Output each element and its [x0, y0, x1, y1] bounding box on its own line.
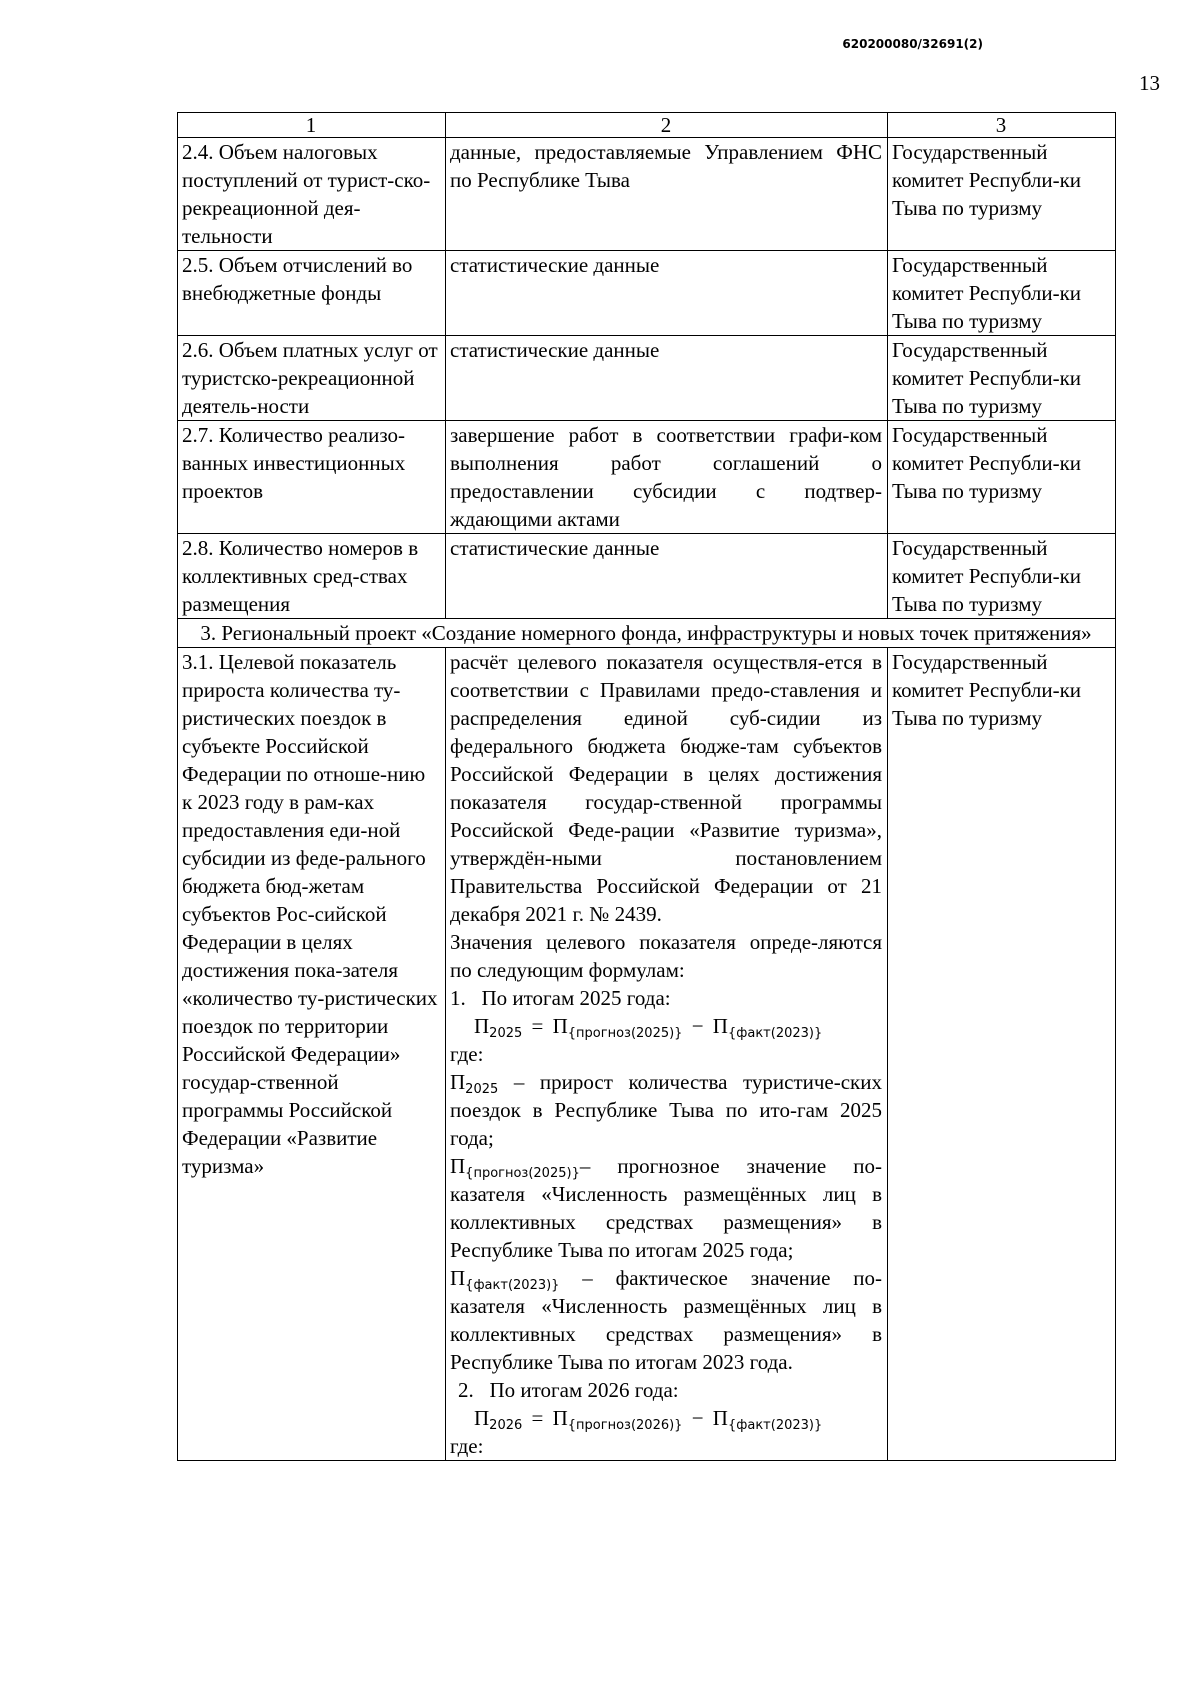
list-item: 2. По итогам 2026 года:: [458, 1378, 679, 1402]
document-id: 620200080/32691(2): [842, 37, 983, 51]
column-header: 2: [446, 113, 888, 138]
formula-2026: $П_{2026} = П_{\{прогноз(2026)\}} - П_{\{факт(2023)\}}$: [474, 1406, 823, 1433]
data-source: статистические данные: [446, 534, 888, 619]
formula-2025: $П_{2025} = П_{\{прогноз(2025)\}} - П_{\{факт(2023)\}}$: [474, 1014, 823, 1041]
calculation-method: [446, 648, 888, 1461]
indicator-name: 2.5. Объем отчислений во внебюджетные фонды: [178, 251, 446, 336]
data-source: статистические данные: [446, 251, 888, 336]
definition-item: $П_{\{прогноз(2025)\}}-$ прогнозное значение по-казателя «Численность размещённых лиц в коллективных средствах размещения» в Республике Тыва по итогам 2025 года;: [450, 1154, 882, 1262]
method-paragraph: Значения целевого показателя опреде-ляются по следующим формулам:: [450, 930, 882, 982]
table-row: [178, 534, 1116, 619]
indicator-name: 2.8. Количество номеров в коллективных сред-ствах размещения: [178, 534, 446, 619]
responsible-body: Государственный комитет Республи-ки Тыва по туризму: [888, 251, 1116, 336]
responsible-body: Государственный комитет Республи-ки Тыва по туризму: [888, 138, 1116, 251]
where-label: где:: [450, 1434, 484, 1458]
column-header: 3: [888, 113, 1116, 138]
indicator-name: 2.6. Объем платных услуг от туристско-рекреационной деятель-ности: [178, 336, 446, 421]
indicators-table: [177, 112, 1116, 1461]
table-header-row: [178, 113, 1116, 138]
where-label: где:: [450, 1042, 484, 1066]
definition-item: $П_{\{факт(2023)\}}$ – фактическое значение по-казателя «Численность размещённых лиц в коллективных средствах размещения» в Республике Тыва по итогам 2023 года.: [450, 1266, 882, 1374]
responsible-body: Государственный комитет Республи-ки Тыва по туризму: [888, 336, 1116, 421]
table-row: [178, 336, 1116, 421]
table-row: [178, 648, 1116, 1461]
table-row: [178, 251, 1116, 336]
responsible-body: Государственный комитет Республи-ки Тыва по туризму: [888, 421, 1116, 534]
definition-item: $П_{2025}$ – прирост количества туристиче-ских поездок в Республике Тыва по ито-гам 2025 года;: [450, 1070, 882, 1150]
data-source: данные, предоставляемые Управлением ФНС по Республике Тыва: [446, 138, 888, 251]
table-row: [178, 421, 1116, 534]
indicator-name: 3.1. Целевой показатель прироста количества ту-ристических поездок в субъекте Российской Федерации по отноше-нию к 2023 году в рам-ках предоставления еди-ной субсидии из феде-рального бюджета бюд-жетам субъектов Рос-сийской Федерации в целях достижения пока-зателя «количество ту-ристических поездок по территории Российской Федерации» государ-ственной программы Российской Федерации «Развитие туризма»: [178, 648, 446, 1461]
list-item: 1. По итогам 2025 года:: [450, 986, 671, 1010]
responsible-body: Государственный комитет Республи-ки Тыва по туризму: [888, 648, 1116, 1461]
responsible-body: Государственный комитет Республи-ки Тыва по туризму: [888, 534, 1116, 619]
data-source: статистические данные: [446, 336, 888, 421]
table-row: [178, 138, 1116, 251]
section-title: 3. Региональный проект «Создание номерного фонда, инфраструктуры и новых точек притяжения»: [178, 619, 1116, 648]
indicator-name: 2.7. Количество реализо-ванных инвестиционных проектов: [178, 421, 446, 534]
section-row: [178, 619, 1116, 648]
column-header: 1: [178, 113, 446, 138]
data-source: завершение работ в соответствии графи-ком выполнения работ соглашений о предоставлении субсидии с подтвер-ждающими актами: [446, 421, 888, 534]
method-paragraph: расчёт целевого показателя осуществля-ется в соответствии с Правилами предо-ставления и распределения единой суб-сидии из федерального бюджета бюдже-там субъектов Российской Федерации в целях достижения показателя государ-ственной программы Российской Феде-рации «Развитие туризма», утверждён-ными постановлением Правительства Российской Федерации от 21 декабря 2021 г. № 2439.: [450, 650, 882, 926]
page-number: 13: [1139, 71, 1160, 95]
indicator-name: 2.4. Объем налоговых поступлений от турист-ско-рекреационной дея-тельности: [178, 138, 446, 251]
